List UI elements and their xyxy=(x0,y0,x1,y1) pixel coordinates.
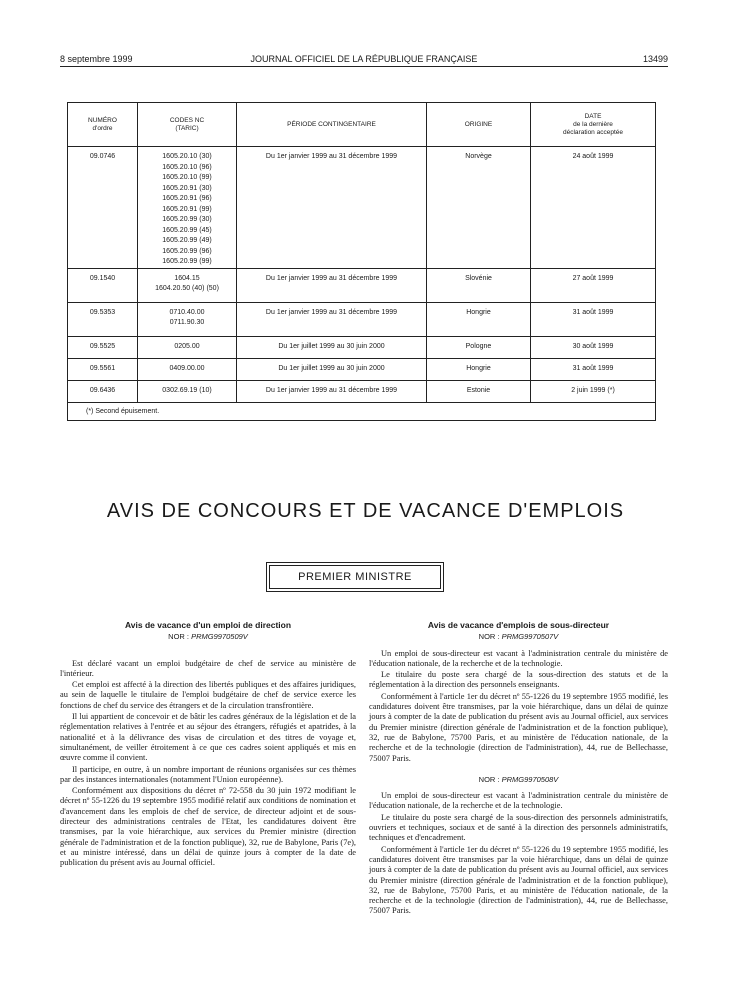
right-article-nor-2: NOR : PRMG9970508V xyxy=(478,774,559,784)
code-line: 1605.20.99 (30) xyxy=(162,216,212,223)
paragraph: Conformément à l'article 1er du décret nº 55-1226 du 19 septembre 1955 modifié, les candidatures doivent être transmises, par la voie hiérarchique, dans un délai de quinze jours à compter de la date de publication du présent avis au Journal officiel, aux services du Premier ministre (direction générale de l'administration et de la fonction publique), 32, rue de Babylone, 75700 Paris, et au ministère de l'éducation nationale, de la recherche et de la technologie (direction de l'administration), 44, rue de Bellechasse, 75007 Paris. xyxy=(369,691,668,763)
header-date: DATE de la dernière déclaration acceptée xyxy=(531,103,656,147)
cell-origine: Hongrie xyxy=(427,302,531,336)
table-row xyxy=(68,268,656,302)
cell-origine: Norvège xyxy=(427,147,531,269)
code-line: 1604.20.50 (40) (50) xyxy=(155,285,219,292)
table-note: (*) Second épuisement. xyxy=(68,402,656,420)
table-header-row xyxy=(68,103,656,147)
code-line: 1605.20.91 (96) xyxy=(162,195,212,202)
right-article xyxy=(369,620,668,918)
cell-codes xyxy=(138,302,237,336)
cell-periode: Du 1er janvier 1999 au 31 décembre 1999 xyxy=(237,147,427,269)
table-row xyxy=(68,380,656,402)
cell-numero: 09.5353 xyxy=(68,302,138,336)
code-line: 1605.20.91 (99) xyxy=(162,205,212,213)
right-article-title: Avis de vacance d'emplois de sous-directeur xyxy=(427,620,610,630)
cell-date: 24 août 1999 xyxy=(531,147,656,269)
right-article-nor-1: NOR : PRMG9970507V xyxy=(478,632,559,642)
cell-date: 31 août 1999 xyxy=(531,358,656,380)
paragraph: Est déclaré vacant un emploi budgétaire de chef de service au ministère de l'intérieur. xyxy=(60,658,356,678)
code-line: 1605.20.99 (96) xyxy=(162,247,212,255)
code-line: 1604.15 xyxy=(174,274,200,282)
code-line: 0710.40.00 xyxy=(169,308,205,316)
cell-periode: Du 1er juillet 1999 au 30 juin 2000 xyxy=(237,358,427,380)
right-article-body-1 xyxy=(369,649,668,764)
cell-codes xyxy=(138,147,237,269)
cell-numero: 09.0746 xyxy=(68,147,138,269)
header-origine: ORIGINE xyxy=(427,103,531,147)
section-title: AVIS DE CONCOURS ET DE VACANCE D'EMPLOIS xyxy=(106,500,625,522)
left-article-title: Avis de vacance d'un emploi de direction xyxy=(124,620,292,630)
code-line: 1605.20.10 (99) xyxy=(162,174,212,181)
cell-numero: 09.5561 xyxy=(68,358,138,380)
paragraph: Un emploi de sous-directeur est vacant à l'administration centrale du ministère de l'éducation nationale, de la recherche et de la technologie. xyxy=(369,791,668,811)
cell-numero: 09.1540 xyxy=(68,268,138,302)
cell-codes xyxy=(138,358,237,380)
code-line: 1605.20.10 (96) xyxy=(162,163,212,171)
paragraph: Le titulaire du poste sera chargé de la sous-direction des personnels administratifs, ouvriers et techniques, sociaux et de santé à la direction des personnels administratifs, techniques et d'encadrement. xyxy=(369,812,668,843)
cell-periode: Du 1er janvier 1999 au 31 décembre 1999 xyxy=(237,302,427,336)
code-line: 0302.69.19 (10) xyxy=(162,386,212,394)
code-line: 1605.20.99 (49) xyxy=(162,237,212,244)
header-periode: PÉRIODE CONTINGENTAIRE xyxy=(237,103,427,147)
cell-origine: Hongrie xyxy=(427,358,531,380)
cell-date: 31 août 1999 xyxy=(531,302,656,336)
table-row xyxy=(68,336,656,358)
table-row xyxy=(68,302,656,336)
header-divider xyxy=(60,66,668,67)
cell-codes xyxy=(138,336,237,358)
ministry-box xyxy=(266,562,444,592)
header-page-number: 13499 xyxy=(642,54,668,64)
cell-date: 27 août 1999 xyxy=(531,268,656,302)
paragraph: Le titulaire du poste sera chargé de la sous-direction des statuts et de la réglementation à la direction des personnels enseignants. xyxy=(369,670,668,690)
cell-origine: Pologne xyxy=(427,336,531,358)
cell-date: 2 juin 1999 (*) xyxy=(531,380,656,402)
paragraph: Il participe, en outre, à un nombre important de réunions organisées sur ces thèmes par des instances internationales (notamment l'Union européenne). xyxy=(60,764,356,784)
cell-codes xyxy=(138,268,237,302)
cell-origine: Estonie xyxy=(427,380,531,402)
contingent-table xyxy=(67,102,656,421)
code-line: 1605.20.99 (99) xyxy=(162,258,212,265)
left-article-body xyxy=(60,659,356,869)
code-line: 1605.20.91 (30) xyxy=(162,184,212,192)
cell-codes xyxy=(138,380,237,402)
cell-numero: 09.5525 xyxy=(68,336,138,358)
cell-date: 30 août 1999 xyxy=(531,336,656,358)
code-line: 1605.20.99 (45) xyxy=(162,226,212,234)
ministry-label: PREMIER MINISTRE xyxy=(269,565,441,589)
table-note-row xyxy=(68,402,656,420)
paragraph: Un emploi de sous-directeur est vacant à l'administration centrale du ministère de l'éducation nationale, de la recherche et de la technologie. xyxy=(369,648,668,668)
cell-periode: Du 1er juillet 1999 au 30 juin 2000 xyxy=(237,336,427,358)
code-line: 0409.00.00 xyxy=(169,364,205,372)
table-row xyxy=(68,147,656,269)
header-date: 8 septembre 1999 xyxy=(60,54,133,64)
right-article-body-2 xyxy=(369,791,668,917)
table-row xyxy=(68,358,656,380)
paragraph: Il lui appartient de concevoir et de bâtir les cadres généraux de la législation et de la réglementation relatives à l'entrée et au séjour des étrangers, réfugiés et apatrides, à la nationalité et à la délivrance des visas de circulation et des titres de voyage et, simultanément, de veiller étroitement à ce que ces cadres soient appliqués et mis en œuvre comme il convient. xyxy=(60,712,356,763)
paragraph: Cet emploi est affecté à la direction des libertés publiques et des affaires juridiques, au sein de laquelle le titulaire de l'emploi budgétaire de chef de service exerce les fonctions de chef du service des étrangers et de la circulation transfrontière. xyxy=(60,680,356,710)
header-journal-title: JOURNAL OFFICIEL DE LA RÉPUBLIQUE FRANÇAISE xyxy=(250,54,478,64)
paragraph: Conformément aux dispositions du décret nº 72-558 du 30 juin 1972 modifiant le décret nº 55-1226 du 19 septembre 1955 modifié relatif aux conditions de nomination et d'avancement dans les emplois de chef de service, de directeur adjoint et de sous-directeur des administrations centrales de l'Etat, les candidatures doivent être transmises, par la voie hiérarchique, aux services du Premier ministre (direction générale de l'administration et de la fonction publique), 32, rue de Babylone, Paris (7e), et au ministre intéressé, dans un délai de quinze jours à compter de la date de publication du présent avis au Journal officiel. xyxy=(60,786,356,868)
cell-numero: 09.6436 xyxy=(68,380,138,402)
header-numero: NUMÉRO d'ordre xyxy=(68,103,138,147)
code-line: 0711.90.30 xyxy=(169,319,205,326)
cell-periode: Du 1er janvier 1999 au 31 décembre 1999 xyxy=(237,268,427,302)
left-article xyxy=(60,620,356,870)
code-line: 0205.00 xyxy=(174,342,200,350)
cell-periode: Du 1er janvier 1999 au 31 décembre 1999 xyxy=(237,380,427,402)
header-codes: CODES NC (TARIC) xyxy=(138,103,237,147)
left-article-nor: NOR : PRMG9970509V xyxy=(168,632,248,642)
cell-origine: Slovénie xyxy=(427,268,531,302)
paragraph: Conformément à l'article 1er du décret nº 55-1226 du 19 septembre 1955 modifié, les candidatures doivent être transmises par la voie hiérarchique, dans un délai de quinze jours à compter de la date de publication du présent avis au Journal officiel, aux services du Premier ministre (direction générale de l'administration et de la fonction publique), 32, rue de Babylone, 75700 Paris, et au ministère de l'éducation nationale, de la recherche et de la technologie (direction de l'administration), 44, rue de Bellechasse, 75007 Paris. xyxy=(369,844,668,916)
code-line: 1605.20.10 (30) xyxy=(162,153,212,160)
